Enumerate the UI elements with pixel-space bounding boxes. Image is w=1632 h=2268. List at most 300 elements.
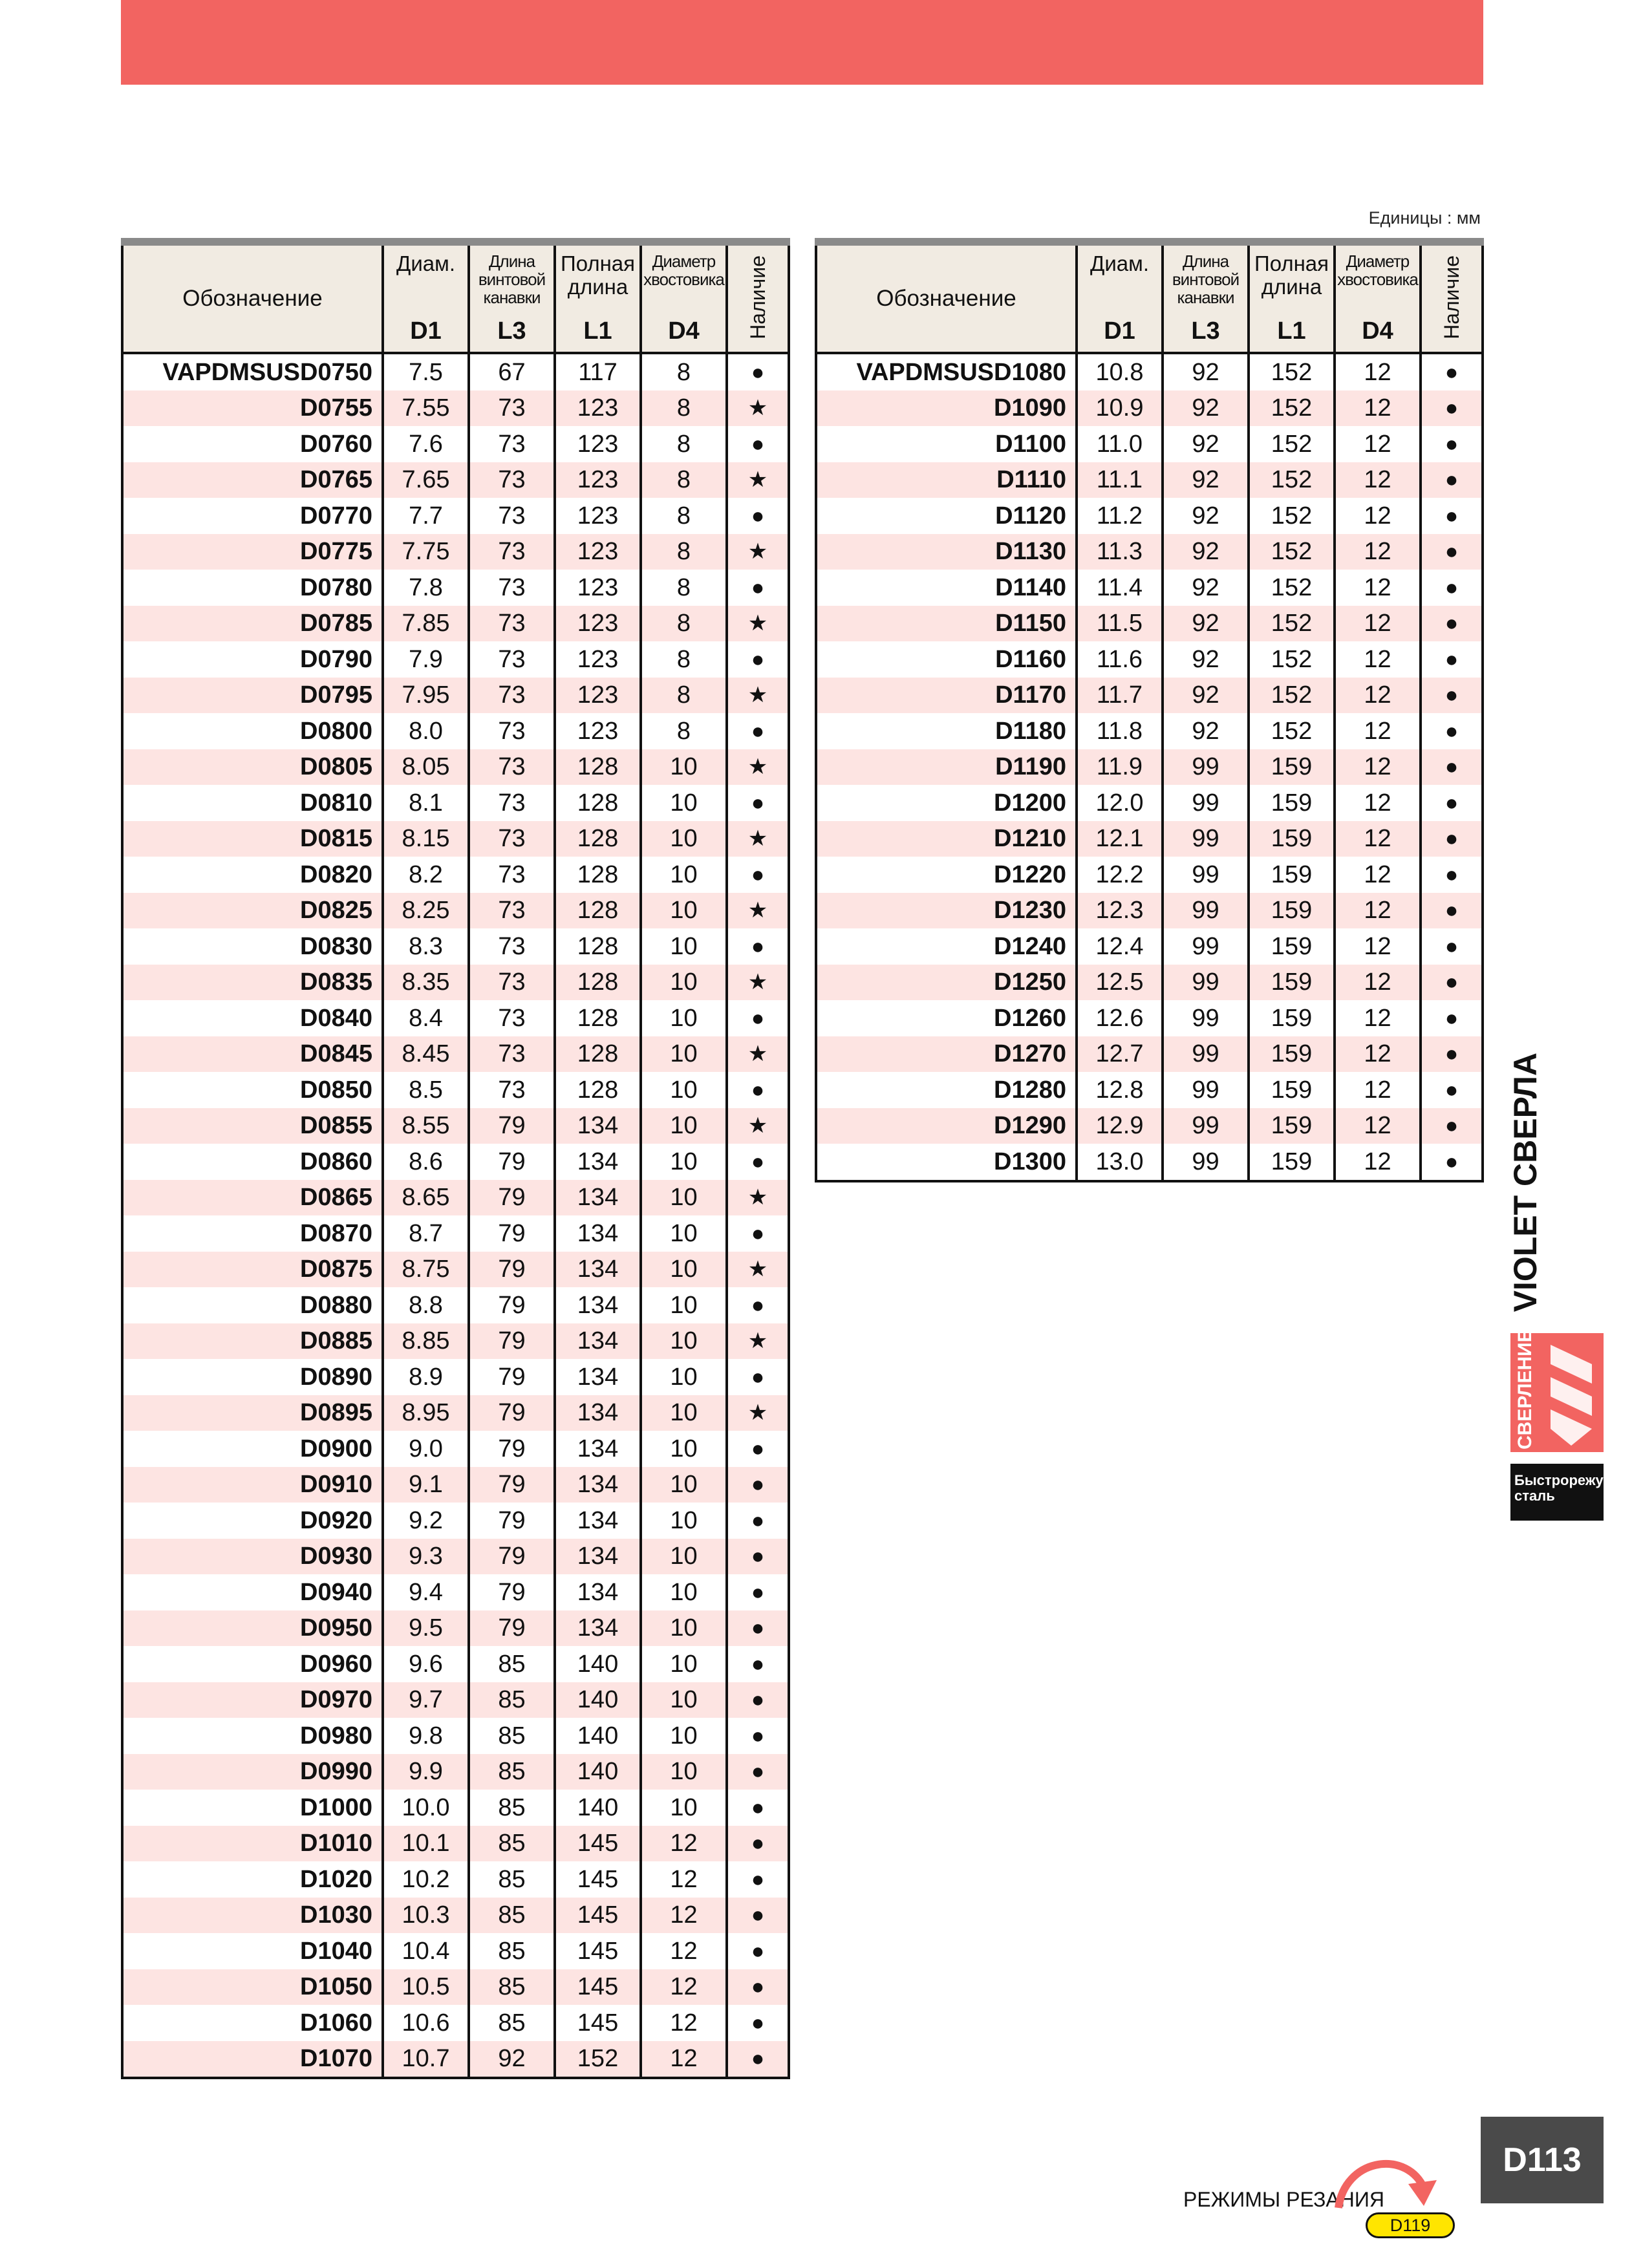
table-row — [816, 534, 1483, 570]
cell-designation: D0865 — [122, 1180, 383, 1216]
cell-d4: 10 — [641, 1610, 727, 1647]
cell-d1: 8.85 — [383, 1323, 469, 1360]
cell-d4: 10 — [641, 1359, 727, 1395]
cell-l3: 85 — [469, 1826, 555, 1862]
cell-availability: ● — [727, 1718, 789, 1754]
cell-d1: 8.7 — [383, 1215, 469, 1252]
cell-availability: ● — [727, 1467, 789, 1503]
cell-designation: D0900 — [122, 1431, 383, 1467]
table-row — [122, 1108, 789, 1144]
cell-l1: 128 — [555, 1000, 641, 1036]
cell-d1: 8.1 — [383, 785, 469, 821]
cell-l1: 159 — [1249, 893, 1335, 929]
cell-d1: 12.1 — [1077, 821, 1163, 857]
cell-designation: D0785 — [122, 606, 383, 642]
cell-d1: 10.4 — [383, 1933, 469, 1969]
cell-d4: 10 — [641, 749, 727, 786]
cell-l1: 123 — [555, 426, 641, 462]
table-row — [122, 1933, 789, 1969]
cell-availability: ● — [727, 570, 789, 606]
cell-d1: 10.7 — [383, 2041, 469, 2079]
cell-l1: 134 — [555, 1503, 641, 1539]
cell-l3: 73 — [469, 821, 555, 857]
cell-l1: 159 — [1249, 1072, 1335, 1108]
cell-d1: 13.0 — [1077, 1144, 1163, 1181]
cell-d1: 7.95 — [383, 678, 469, 714]
left-spec-table — [121, 238, 790, 2079]
cell-availability: ★ — [727, 606, 789, 642]
cell-l1: 134 — [555, 1431, 641, 1467]
cell-designation: D0830 — [122, 928, 383, 965]
cell-l1: 128 — [555, 785, 641, 821]
table-row — [122, 785, 789, 821]
cell-l3: 73 — [469, 785, 555, 821]
cell-d4: 12 — [1335, 821, 1421, 857]
table-row — [122, 713, 789, 749]
table-row — [816, 1072, 1483, 1108]
cell-designation: D1110 — [816, 462, 1077, 498]
cell-designation: D0845 — [122, 1036, 383, 1073]
cell-availability: ● — [727, 785, 789, 821]
cell-designation: D1200 — [816, 785, 1077, 821]
table-row — [816, 498, 1483, 534]
cell-l3: 79 — [469, 1539, 555, 1575]
cell-l3: 99 — [1163, 965, 1249, 1001]
cell-designation: D0885 — [122, 1323, 383, 1360]
table-row — [122, 749, 789, 786]
drilling-label: СВЕРЛЕНИЕ — [1514, 1329, 1536, 1450]
cell-l3: 73 — [469, 570, 555, 606]
cell-availability: ● — [1421, 965, 1483, 1001]
cell-l1: 152 — [1249, 390, 1335, 427]
table-row — [816, 606, 1483, 642]
cell-d1: 12.3 — [1077, 893, 1163, 929]
table-row — [122, 1610, 789, 1647]
cell-l1: 159 — [1249, 1000, 1335, 1036]
table-row — [122, 1180, 789, 1216]
cell-availability: ● — [727, 1646, 789, 1682]
cell-l3: 79 — [469, 1252, 555, 1288]
cell-d1: 9.7 — [383, 1682, 469, 1718]
cell-designation: D0760 — [122, 426, 383, 462]
cell-designation: D1140 — [816, 570, 1077, 606]
top-accent-bar — [121, 0, 1483, 85]
cell-d4: 10 — [641, 1036, 727, 1073]
table-row — [122, 1969, 789, 2006]
cell-d4: 12 — [641, 1898, 727, 1934]
cell-l3: 73 — [469, 1000, 555, 1036]
cell-d1: 8.05 — [383, 749, 469, 786]
cell-l1: 152 — [1249, 353, 1335, 390]
header-designation: Обозначение — [816, 242, 1077, 353]
table-row — [122, 1539, 789, 1575]
cell-availability: ● — [727, 1682, 789, 1718]
cell-l3: 73 — [469, 641, 555, 678]
cell-l1: 123 — [555, 534, 641, 570]
cell-designation: D0800 — [122, 713, 383, 749]
cell-d1: 11.9 — [1077, 749, 1163, 786]
cell-availability: ★ — [727, 749, 789, 786]
cell-l3: 92 — [1163, 390, 1249, 427]
cell-d1: 11.1 — [1077, 462, 1163, 498]
cell-d4: 12 — [641, 2041, 727, 2079]
cell-d1: 12.9 — [1077, 1108, 1163, 1144]
cell-d1: 9.0 — [383, 1431, 469, 1467]
cell-l1: 159 — [1249, 1144, 1335, 1181]
cell-l1: 152 — [1249, 534, 1335, 570]
hss-tab: Быстрорежущая сталь — [1510, 1464, 1604, 1521]
cell-l3: 73 — [469, 390, 555, 427]
cell-d4: 12 — [1335, 965, 1421, 1001]
cell-availability: ● — [1421, 1108, 1483, 1144]
cell-l1: 140 — [555, 1754, 641, 1790]
cell-designation: VAPDMSUSD0750 — [122, 353, 383, 390]
cell-d4: 10 — [641, 965, 727, 1001]
cell-l1: 152 — [1249, 462, 1335, 498]
table-row — [122, 2005, 789, 2041]
cell-l1: 134 — [555, 1287, 641, 1323]
cell-designation: D0930 — [122, 1539, 383, 1575]
table-row — [816, 821, 1483, 857]
cell-designation: D1120 — [816, 498, 1077, 534]
table-header-row — [816, 242, 1483, 353]
cell-availability: ● — [727, 1861, 789, 1898]
cell-designation: D1210 — [816, 821, 1077, 857]
cell-availability: ● — [727, 2005, 789, 2041]
cell-designation: D0980 — [122, 1718, 383, 1754]
table-row — [122, 1144, 789, 1180]
table-row — [816, 785, 1483, 821]
cell-l3: 73 — [469, 1072, 555, 1108]
cell-d1: 8.15 — [383, 821, 469, 857]
cell-d1: 12.7 — [1077, 1036, 1163, 1073]
cell-l1: 134 — [555, 1359, 641, 1395]
cell-availability: ★ — [727, 1180, 789, 1216]
cell-l1: 128 — [555, 893, 641, 929]
cell-l3: 73 — [469, 606, 555, 642]
cell-d4: 12 — [641, 1933, 727, 1969]
cell-d1: 11.0 — [1077, 426, 1163, 462]
cell-l3: 92 — [1163, 570, 1249, 606]
cell-d1: 7.85 — [383, 606, 469, 642]
cell-d1: 10.5 — [383, 1969, 469, 2006]
cell-designation: D0770 — [122, 498, 383, 534]
cell-l1: 134 — [555, 1144, 641, 1180]
cell-l3: 99 — [1163, 1144, 1249, 1181]
cell-availability: ● — [1421, 821, 1483, 857]
cell-d1: 7.5 — [383, 353, 469, 390]
cell-availability: ● — [1421, 1036, 1483, 1073]
cell-designation: D1170 — [816, 678, 1077, 714]
cell-l1: 152 — [1249, 426, 1335, 462]
cell-l3: 67 — [469, 353, 555, 390]
cell-d1: 8.95 — [383, 1395, 469, 1431]
cell-d1: 9.6 — [383, 1646, 469, 1682]
cell-d1: 8.45 — [383, 1036, 469, 1073]
cell-d4: 12 — [1335, 353, 1421, 390]
cell-l3: 73 — [469, 857, 555, 893]
cell-designation: D0940 — [122, 1574, 383, 1610]
cell-availability: ● — [1421, 570, 1483, 606]
cell-d4: 12 — [1335, 785, 1421, 821]
cell-designation: D0820 — [122, 857, 383, 893]
table-row — [122, 1682, 789, 1718]
cell-d1: 9.1 — [383, 1467, 469, 1503]
cutting-conditions-label: РЕЖИМЫ РЕЗАНИЯ — [1183, 2188, 1384, 2211]
cell-d4: 10 — [641, 1323, 727, 1360]
cell-d1: 10.0 — [383, 1790, 469, 1826]
cell-availability: ● — [1421, 534, 1483, 570]
cell-l3: 73 — [469, 928, 555, 965]
cell-l3: 92 — [1163, 641, 1249, 678]
cell-l3: 79 — [469, 1431, 555, 1467]
cell-l3: 79 — [469, 1287, 555, 1323]
table-row — [122, 1503, 789, 1539]
cell-d1: 12.2 — [1077, 857, 1163, 893]
table-row — [122, 462, 789, 498]
table-row — [816, 570, 1483, 606]
cell-l3: 73 — [469, 713, 555, 749]
header-designation: Обозначение — [122, 242, 383, 353]
cell-l1: 134 — [555, 1395, 641, 1431]
table-row — [816, 390, 1483, 427]
cell-designation: D0835 — [122, 965, 383, 1001]
cell-l3: 85 — [469, 1898, 555, 1934]
page-number: D113 — [1481, 2117, 1604, 2203]
cell-designation: D0840 — [122, 1000, 383, 1036]
cell-designation: D1100 — [816, 426, 1077, 462]
cell-availability: ● — [1421, 462, 1483, 498]
cell-l3: 79 — [469, 1574, 555, 1610]
cutting-conditions-page-link[interactable]: D119 — [1366, 2212, 1455, 2238]
cell-l1: 152 — [1249, 713, 1335, 749]
cell-l3: 92 — [1163, 353, 1249, 390]
cell-d4: 10 — [641, 1539, 727, 1575]
drilling-tab — [1510, 1329, 1604, 1452]
cell-d1: 12.6 — [1077, 1000, 1163, 1036]
cell-availability: ● — [1421, 785, 1483, 821]
cell-designation: D0910 — [122, 1467, 383, 1503]
cell-d4: 10 — [641, 1287, 727, 1323]
cell-l1: 140 — [555, 1718, 641, 1754]
cell-designation: D1220 — [816, 857, 1077, 893]
cell-d1: 7.9 — [383, 641, 469, 678]
cell-d1: 12.5 — [1077, 965, 1163, 1001]
cell-d4: 10 — [641, 1754, 727, 1790]
cell-l1: 145 — [555, 1898, 641, 1934]
cell-l3: 85 — [469, 1682, 555, 1718]
table-row — [122, 1431, 789, 1467]
cell-d1: 7.55 — [383, 390, 469, 427]
cell-availability: ● — [1421, 893, 1483, 929]
cell-d1: 8.4 — [383, 1000, 469, 1036]
cell-d1: 8.8 — [383, 1287, 469, 1323]
cell-d4: 10 — [641, 1790, 727, 1826]
cell-d4: 10 — [641, 1180, 727, 1216]
table-row — [816, 1000, 1483, 1036]
cell-availability: ● — [727, 1287, 789, 1323]
cell-l1: 128 — [555, 1072, 641, 1108]
cell-l3: 73 — [469, 965, 555, 1001]
cell-d4: 10 — [641, 1395, 727, 1431]
cell-l3: 99 — [1163, 821, 1249, 857]
cell-designation: D0805 — [122, 749, 383, 786]
cell-d1: 8.65 — [383, 1180, 469, 1216]
cell-availability: ● — [1421, 390, 1483, 427]
cell-l1: 128 — [555, 928, 641, 965]
cell-availability: ● — [1421, 1000, 1483, 1036]
cell-availability: ● — [1421, 426, 1483, 462]
cell-designation: D1010 — [122, 1826, 383, 1862]
cell-designation: D1050 — [122, 1969, 383, 2006]
cell-l1: 134 — [555, 1574, 641, 1610]
cell-l3: 85 — [469, 1861, 555, 1898]
cell-l1: 159 — [1249, 785, 1335, 821]
cell-l1: 145 — [555, 1933, 641, 1969]
cell-d4: 8 — [641, 534, 727, 570]
cell-l1: 140 — [555, 1682, 641, 1718]
right-spec-table — [815, 238, 1484, 1182]
cell-availability: ★ — [727, 1395, 789, 1431]
table-row — [122, 1826, 789, 1862]
cell-designation: D0890 — [122, 1359, 383, 1395]
cell-l1: 123 — [555, 498, 641, 534]
cell-l3: 79 — [469, 1467, 555, 1503]
units-note: Единицы : мм — [1368, 208, 1481, 228]
cell-designation: D1160 — [816, 641, 1077, 678]
cell-d1: 8.6 — [383, 1144, 469, 1180]
cell-l1: 123 — [555, 678, 641, 714]
cell-l3: 99 — [1163, 1036, 1249, 1073]
cell-availability: ● — [727, 1000, 789, 1036]
table-row — [122, 1287, 789, 1323]
cell-l1: 152 — [1249, 498, 1335, 534]
cell-l3: 73 — [469, 749, 555, 786]
cell-l3: 79 — [469, 1610, 555, 1647]
cell-designation: D0810 — [122, 785, 383, 821]
cell-d4: 10 — [641, 1646, 727, 1682]
cell-l3: 99 — [1163, 749, 1249, 786]
cell-d1: 10.9 — [1077, 390, 1163, 427]
table-row — [122, 821, 789, 857]
cell-d1: 11.3 — [1077, 534, 1163, 570]
cell-l3: 85 — [469, 1790, 555, 1826]
cell-d1: 8.35 — [383, 965, 469, 1001]
table-row — [122, 426, 789, 462]
cell-designation: D1060 — [122, 2005, 383, 2041]
cell-d1: 10.1 — [383, 1826, 469, 1862]
cell-availability: ● — [727, 2041, 789, 2079]
cell-designation: D0895 — [122, 1395, 383, 1431]
cell-d4: 8 — [641, 678, 727, 714]
table-row — [122, 1574, 789, 1610]
cell-d4: 8 — [641, 713, 727, 749]
cell-l1: 134 — [555, 1252, 641, 1288]
cell-availability: ● — [727, 857, 789, 893]
cell-l3: 99 — [1163, 1072, 1249, 1108]
cell-availability: ★ — [727, 965, 789, 1001]
cell-designation: D0775 — [122, 534, 383, 570]
cell-designation: D1070 — [122, 2041, 383, 2079]
cell-availability: ● — [727, 713, 789, 749]
cell-designation: D0815 — [122, 821, 383, 857]
cell-d4: 12 — [1335, 606, 1421, 642]
table-row — [816, 426, 1483, 462]
cell-l3: 73 — [469, 498, 555, 534]
cell-designation: D1150 — [816, 606, 1077, 642]
cell-l3: 79 — [469, 1503, 555, 1539]
cell-d4: 12 — [641, 1861, 727, 1898]
cell-d4: 12 — [1335, 749, 1421, 786]
cell-l3: 85 — [469, 1933, 555, 1969]
cell-availability: ★ — [727, 678, 789, 714]
cell-designation: D1090 — [816, 390, 1077, 427]
cell-l1: 123 — [555, 713, 641, 749]
cell-d4: 12 — [641, 2005, 727, 2041]
header-availability: Наличие — [727, 242, 789, 353]
cell-l1: 152 — [1249, 570, 1335, 606]
table-row — [122, 857, 789, 893]
header-l3: Длина винтовой канавки L3 — [469, 242, 555, 353]
cell-l1: 134 — [555, 1215, 641, 1252]
cell-availability: ★ — [727, 1036, 789, 1073]
drill-bit-icon — [1544, 1338, 1598, 1447]
table-row — [122, 498, 789, 534]
cell-l1: 152 — [555, 2041, 641, 2079]
cell-l3: 92 — [1163, 713, 1249, 749]
table-row — [816, 893, 1483, 929]
cell-d4: 10 — [641, 1108, 727, 1144]
cell-designation: D1000 — [122, 1790, 383, 1826]
cell-designation: D1130 — [816, 534, 1077, 570]
cell-designation: D0990 — [122, 1754, 383, 1790]
cell-availability: ★ — [727, 462, 789, 498]
cell-designation: D0755 — [122, 390, 383, 427]
cell-availability: ● — [1421, 1144, 1483, 1181]
cell-d4: 12 — [1335, 678, 1421, 714]
cell-availability: ● — [727, 1503, 789, 1539]
cell-d1: 12.0 — [1077, 785, 1163, 821]
cell-d1: 7.6 — [383, 426, 469, 462]
cell-designation: D1030 — [122, 1898, 383, 1934]
table-row — [816, 1108, 1483, 1144]
cell-l3: 73 — [469, 893, 555, 929]
table-row — [122, 1359, 789, 1395]
cell-d4: 10 — [641, 821, 727, 857]
cell-l3: 92 — [1163, 498, 1249, 534]
cell-d4: 8 — [641, 353, 727, 390]
cell-l1: 145 — [555, 1861, 641, 1898]
header-d4: Диаметр хвостовика D4 — [1335, 242, 1421, 353]
cell-d4: 10 — [641, 928, 727, 965]
cell-availability: ● — [727, 1969, 789, 2006]
cell-designation: D0795 — [122, 678, 383, 714]
header-d4: Диаметр хвостовика D4 — [641, 242, 727, 353]
cell-l3: 73 — [469, 1036, 555, 1073]
cell-l1: 128 — [555, 965, 641, 1001]
cell-d4: 12 — [1335, 426, 1421, 462]
cell-d1: 10.6 — [383, 2005, 469, 2041]
cell-d1: 11.2 — [1077, 498, 1163, 534]
cell-designation: VAPDMSUSD1080 — [816, 353, 1077, 390]
table-row — [816, 928, 1483, 965]
cell-d4: 12 — [1335, 570, 1421, 606]
cell-availability: ● — [727, 353, 789, 390]
cell-d4: 10 — [641, 1252, 727, 1288]
cell-l1: 134 — [555, 1180, 641, 1216]
cell-l3: 92 — [1163, 462, 1249, 498]
cell-d4: 10 — [641, 1682, 727, 1718]
